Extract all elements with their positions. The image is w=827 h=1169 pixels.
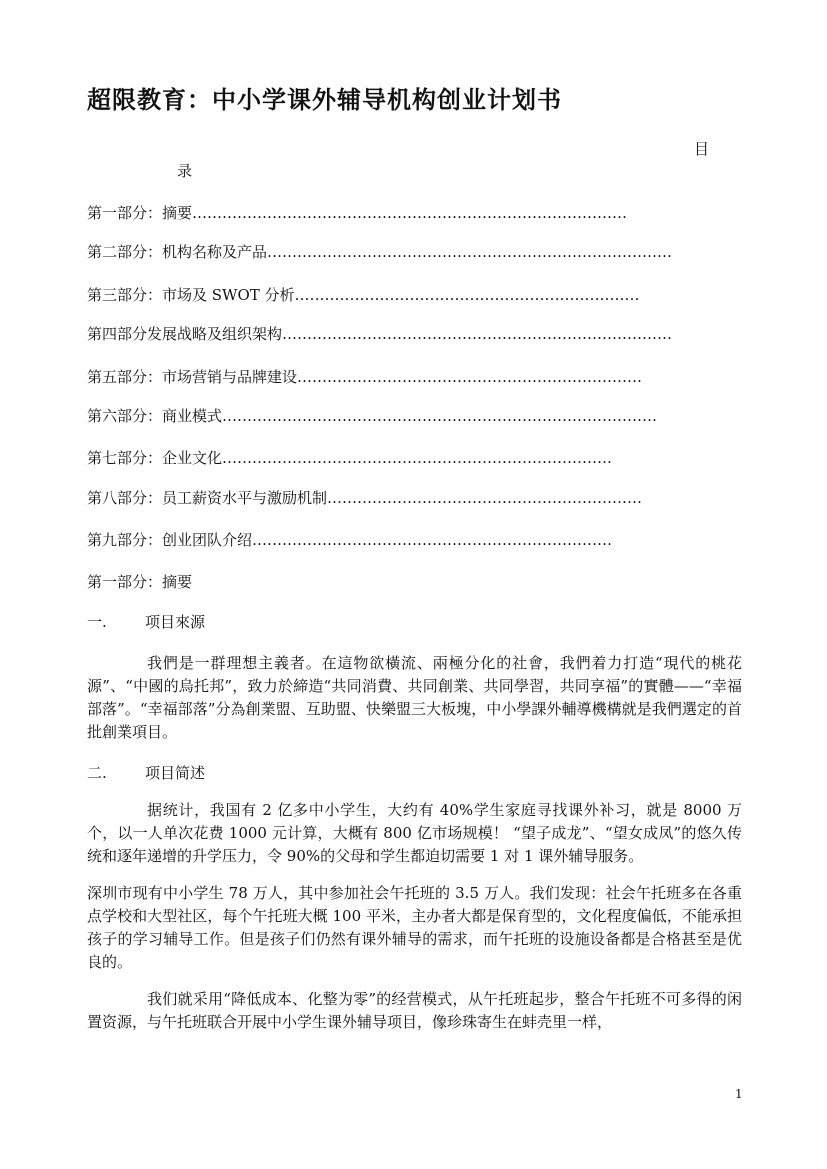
toc-entry-label: 第七部分：企业文化 xyxy=(87,449,223,467)
toc-entry xyxy=(87,447,687,468)
toc-heading-part1: 目 xyxy=(694,140,710,158)
toc-entry xyxy=(87,241,737,262)
item-number: 二. xyxy=(87,764,107,782)
toc-entry-label: 第九部分：创业团队介绍 xyxy=(87,531,253,549)
section-heading: 第一部分：摘要 xyxy=(87,573,193,591)
toc-heading-part2: 录 xyxy=(177,162,193,180)
toc-leader-dots: …………………………………………………………………………… xyxy=(222,407,658,425)
paragraph: 我们就采用“降低成本、化整为零”的经营模式，从午托班起步，整合午托班不可多得的闲置资源，与午托班联合开展中小学生课外辅导项目，像珍珠寄生在蚌壳里一样， xyxy=(87,990,742,1031)
toc-entry-label: 第三部分：市场及 SWOT 分析 xyxy=(87,286,295,304)
toc-entry-label: 第二部分：机构名称及产品 xyxy=(87,243,268,261)
toc-leader-dots: …………………………………………………………… xyxy=(297,368,643,386)
toc-leader-dots: …………………………………………………………………………… xyxy=(192,204,628,222)
item-title: 项目來源 xyxy=(145,613,206,631)
toc-entry-label: 第一部分：摘要 xyxy=(87,204,193,222)
toc-leader-dots: …………………………………………………………………… xyxy=(222,449,613,467)
toc-entry xyxy=(87,323,737,344)
document-title: 超限教育：中小学课外辅导机构创业计划书 xyxy=(87,86,562,114)
paragraph: 据统计，我国有 2 亿多中小学生，大约有 40%学生家庭寻找课外补习，就是 8000 万个，以一人单次花费 1000 元计算，大概有 800 亿市场规模！ “望子成龙”、“望女成凤”的悠久传统和逐年递增的升学压力，令 90%的父母和学生都迫切需要 1 对 1 课外辅导服务。 xyxy=(87,801,742,865)
toc-entry xyxy=(87,487,703,508)
page-number: 1 xyxy=(735,1087,743,1101)
toc-entry-label: 第四部分发展战略及组织架构 xyxy=(87,325,283,343)
toc-entry xyxy=(87,202,687,223)
toc-leader-dots: ……………………………………………………… xyxy=(327,489,643,507)
paragraph: 深圳市现有中小学生 78 万人，其中参加社会午托班的 3.5 万人。我们发现：社会午托班多在各重点学校和大型社区，每个午托班大概 100 平米，主办者大都是保育型的，文化程度偏低，不能承担孩子的学习辅导工作。但是孩子们仍然有课外辅导的需求，而午托班的设施设备都是合格甚至是优良的。 xyxy=(87,884,742,971)
toc-leader-dots: …………………………………………………………………… xyxy=(282,325,673,343)
toc-entry xyxy=(87,284,695,305)
paragraph: 我們是一群理想主義者。在這物欲橫流、兩極分化的社會，我們着力打造“現代的桃花源”、“中國的烏托邦”，致力於締造“共同消費、共同創業、共同學習，共同享福”的實體——“幸福部落”。“幸福部落”分為創業盟、互助盟、快樂盟三大板塊，中小學課外輔導機構就是我們選定的首批創業項目。 xyxy=(87,654,742,741)
item-heading xyxy=(87,611,205,632)
toc-entry xyxy=(87,366,719,387)
toc-entry xyxy=(87,405,737,426)
toc-entry xyxy=(87,529,703,550)
toc-leader-dots: ……………………………………………………………… xyxy=(252,531,613,549)
toc-entry-label: 第六部分：商业模式 xyxy=(87,407,223,425)
toc-entry-label: 第八部分：员工薪资水平与激励机制 xyxy=(87,489,328,507)
item-title: 项目简述 xyxy=(145,764,206,782)
item-heading xyxy=(87,762,205,783)
item-number: 一. xyxy=(87,613,107,631)
toc-leader-dots: …………………………………………………………… xyxy=(294,286,640,304)
toc-entry-label: 第五部分：市场营销与品牌建设 xyxy=(87,368,298,386)
toc-leader-dots: ……………………………………………………………………… xyxy=(267,243,673,261)
